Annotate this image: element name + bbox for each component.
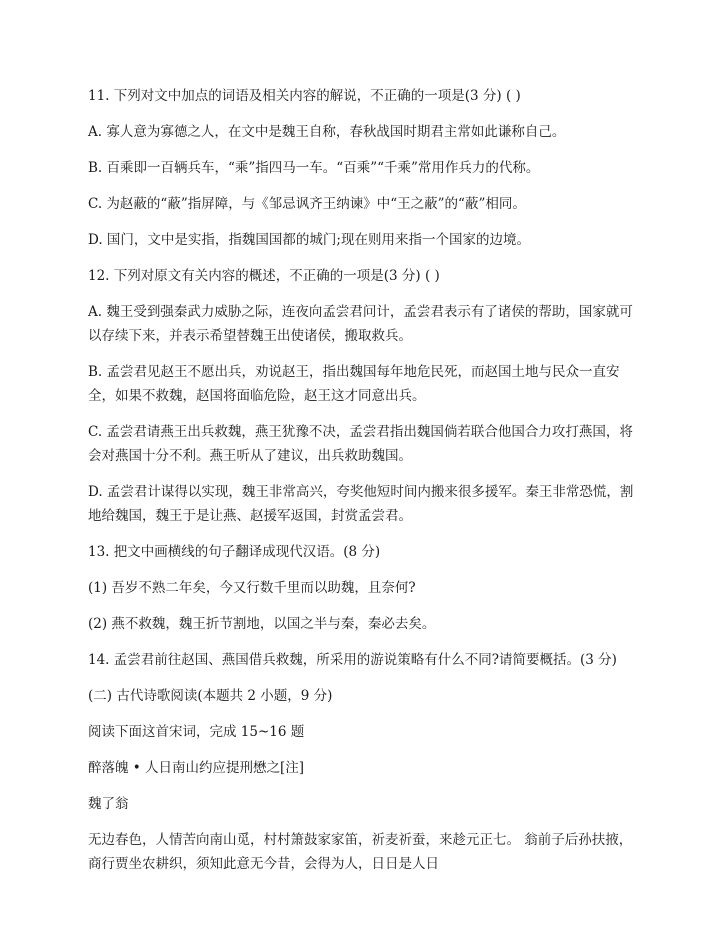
question-11-option-c: C. 为赵蔽的“蔽”指屏障，与《邹忌讽齐王纳谏》中“王之蔽”的“蔽”相同。 (88, 196, 526, 212)
poem-author: 魏了翁 (88, 796, 129, 812)
question-12-option-d: D. 孟尝君计谋得以实现，魏王非常高兴，夸奖他短时间内搬来很多援军。秦王非常恐慌，割地给魏国，魏王于是让燕、赵援军返国，封赏孟尝君。 (88, 484, 634, 524)
question-12-option-a: A. 魏王受到强秦武力威胁之际，连夜向孟尝君问计，孟尝君表示有了诸侯的帮助，国家就可以存续下来，并表示希望替魏王出使诸侯，搬取救兵。 (88, 304, 633, 344)
question-11-stem: 11. 下列对文中加点的词语及相关内容的解说，不正确的一项是(3 分) ( ) (88, 88, 521, 104)
poem-title: 醉落魄 • 人日南山约应提刑懋之[注] (88, 760, 305, 776)
question-12-stem: 12. 下列对原文有关内容的概述，不正确的一项是(3 分) ( ) (88, 268, 440, 284)
question-11-option-a: A. 寡人意为寡德之人，在文中是魏王自称，春秋战国时期君主常如此谦称自己。 (88, 124, 566, 140)
question-12-option-b: B. 孟尝君见赵王不愿出兵，劝说赵王，指出魏国每年地危民死，而赵国土地与民众一直安全，如果不救魏，赵国将面临危险，赵王这才同意出兵。 (88, 364, 620, 404)
question-11-option-b: B. 百乘即一百辆兵车，“乘”指四马一车。“百乘”“千乘”常用作兵力的代称。 (88, 160, 540, 176)
poem-body: 无边春色，人情苦向南山觅，村村箫鼓家家笛，祈麦祈蚕，来趁元正七。 翁前子后孙扶掖，商行贾坐农耕织，须知此意无今昔，会得为人，日日是人日 (88, 832, 633, 872)
question-14-stem: 14. 孟尝君前往赵国、燕国借兵救魏，所采用的游说策略有什么不同?请简要概括。(3 分) (88, 652, 617, 668)
question-11-option-d: D. 国门，文中是实指，指魏国国都的城门;现在则用来指一个国家的边境。 (88, 232, 530, 248)
reading-instruction: 阅读下面这首宋词，完成 15~16 题 (88, 724, 305, 740)
question-13-sentence-2: (2) 燕不救魏，魏王折节割地，以国之半与秦，秦必去矣。 (88, 616, 436, 632)
question-12-option-c: C. 孟尝君请燕王出兵救魏，燕王犹豫不决，孟尝君指出魏国倘若联合他国合力攻打燕国，将会对燕国十分不利。燕王听从了建议，出兵救助魏国。 (88, 424, 633, 464)
question-13-sentence-1: (1) 吾岁不熟二年矣，今又行数千里而以助魏，且奈何? (88, 580, 416, 596)
question-13-stem: 13. 把文中画横线的句子翻译成现代汉语。(8 分) (88, 544, 381, 560)
section-heading-poetry: (二) 古代诗歌阅读(本题共 2 小题，9 分) (88, 688, 333, 704)
